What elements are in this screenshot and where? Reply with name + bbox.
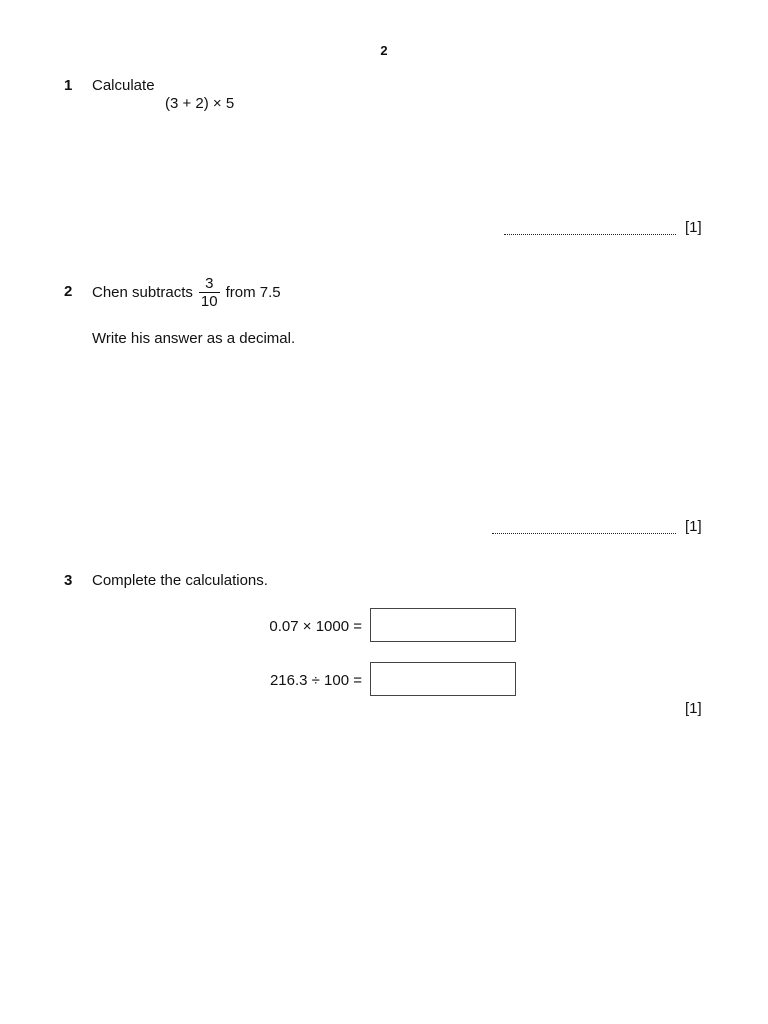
question-2-statement: [92, 273, 281, 311]
calculation-1-answer-box[interactable]: [370, 608, 516, 642]
question-3-marks: [1]: [685, 700, 702, 717]
fraction-denominator: 10: [200, 292, 218, 310]
fraction-three-tenths: [199, 275, 220, 310]
calculation-2-label: 216.3 ÷ 100 =: [269, 672, 362, 689]
question-1-answer-line[interactable]: [504, 234, 676, 235]
page-number: 2: [380, 43, 388, 58]
question-1-marks: [1]: [685, 219, 702, 236]
question-3-text: Complete the calculations.: [92, 572, 268, 589]
question-2-marks: [1]: [685, 518, 702, 535]
question-3-number: 3: [64, 572, 73, 589]
fraction-numerator: 3: [205, 274, 214, 292]
question-1-number: 1: [64, 77, 73, 94]
question-1-expression: (3 + 2) × 5: [165, 95, 235, 112]
question-2-text-before: Chen subtracts: [92, 283, 193, 301]
question-2-text-after: from 7.5: [225, 283, 281, 301]
question-2-instruction: Write his answer as a decimal.: [92, 330, 296, 347]
question-1-text: Calculate: [92, 77, 155, 94]
calculation-1-label: 0.07 × 1000 =: [269, 618, 362, 635]
calculation-2-answer-box[interactable]: [370, 662, 516, 696]
question-2-number: 2: [64, 283, 73, 300]
question-2-answer-line[interactable]: [492, 533, 676, 534]
